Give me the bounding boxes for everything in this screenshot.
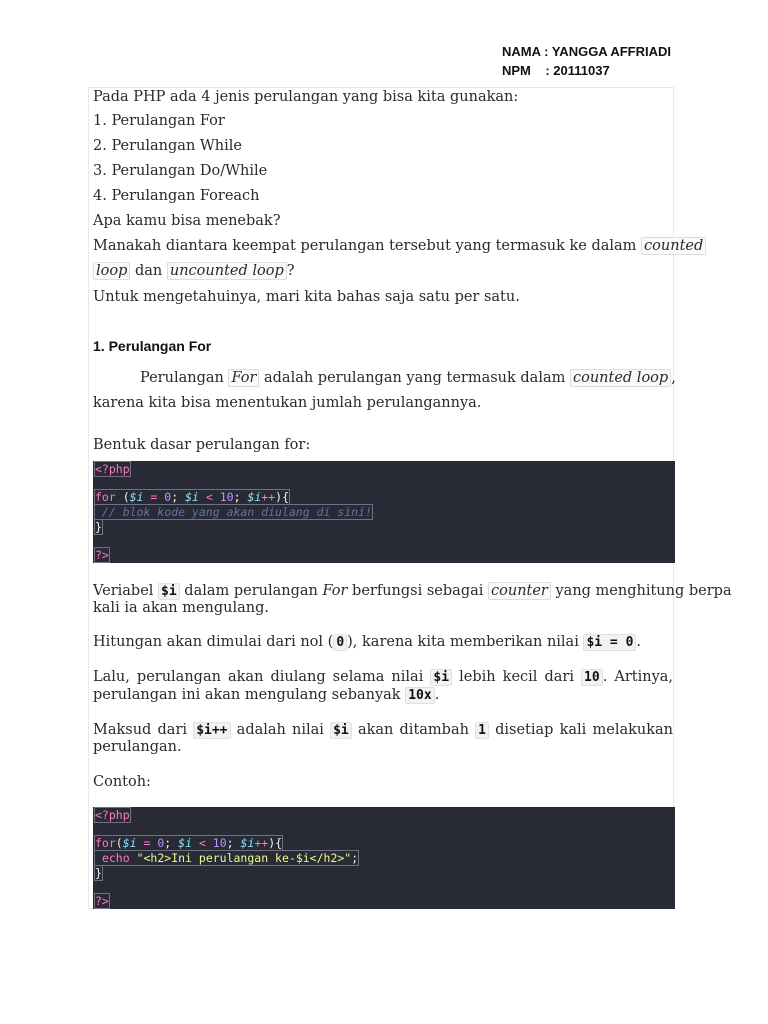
list-item-dowhile: 3. Perulangan Do/While xyxy=(93,163,268,179)
v1-text-d: yang menghitung berpa xyxy=(550,583,732,599)
var-i-2: $i xyxy=(185,490,199,504)
veriabel-line2: kali ia akan mengulang. xyxy=(93,600,270,616)
h1-text-b: ), karena kita memberikan nilai xyxy=(347,634,584,650)
m1-text-a: Maksud dari xyxy=(93,722,188,738)
student-npm: NPM : 20111037 xyxy=(502,63,610,78)
section-1-title: 1. Perulangan For xyxy=(93,338,212,354)
section-1-para-line2: karena kita bisa menentukan jumlah perulangannya. xyxy=(93,395,482,411)
q2-counted: counted xyxy=(641,237,706,255)
q2-dan: dan xyxy=(130,263,167,279)
paren-open-2: ( xyxy=(115,836,123,850)
m1-one: 1 xyxy=(475,722,489,739)
v1-var: $i xyxy=(158,583,180,600)
l2-text-a: perulangan ini akan mengulang sebanyak xyxy=(93,687,406,703)
l1-var: $i xyxy=(430,669,452,686)
code-comment: // blok kode yang akan diulang di sini! xyxy=(95,505,372,519)
p1-comma: , xyxy=(671,370,676,386)
v1-text-a: Veriabel xyxy=(93,583,159,599)
paren-close: ){ xyxy=(275,490,290,504)
num-ten-2: 10 xyxy=(212,836,227,850)
h1-period: . xyxy=(636,634,642,650)
p1-counted-loop: counted loop xyxy=(570,369,671,387)
paren-open: ( xyxy=(115,490,130,504)
h1-zero: 0 xyxy=(333,634,347,651)
var-i-6: $i xyxy=(240,836,255,850)
code-block-basic xyxy=(93,461,675,563)
bentuk-dasar-label: Bentuk dasar perulangan for: xyxy=(93,437,311,453)
intro-closing: Untuk mengetahuinya, mari kita bahas saja satu per satu. xyxy=(93,289,520,305)
semi-2: ; xyxy=(233,490,248,504)
p1-text-a: Perulangan xyxy=(140,370,224,386)
lalu-line2 xyxy=(93,686,439,705)
q2-end: ? xyxy=(286,263,295,279)
maksud-line2: perulangan. xyxy=(93,739,182,755)
lalu-line1 xyxy=(93,668,673,687)
p1-for: For xyxy=(228,369,259,387)
q2-uncounted: uncounted loop xyxy=(167,262,287,280)
op-lt-2: < xyxy=(192,836,213,850)
semi-3: ; xyxy=(164,836,179,850)
echo-keyword: echo xyxy=(101,851,130,865)
l1-text-c: . Artinya, xyxy=(602,669,674,685)
intro-question-2-line1 xyxy=(93,237,704,255)
op-inc-2: ++ xyxy=(254,836,269,850)
num-ten: 10 xyxy=(219,490,234,504)
for-keyword-2: for xyxy=(95,836,116,850)
for-statement-2 xyxy=(95,836,282,850)
v1-text-c: berfungsi sebagai xyxy=(347,583,488,599)
php-close-tag-2: ?> xyxy=(95,894,109,908)
for-statement xyxy=(95,490,289,504)
l2-period: . xyxy=(434,687,440,703)
op-eq-2: = xyxy=(136,836,158,850)
var-i-4: $i xyxy=(122,836,137,850)
op-eq: = xyxy=(143,490,165,504)
intro-question: Apa kamu bisa menebak? xyxy=(93,213,281,229)
intro-lead: Pada PHP ada 4 jenis perulangan yang bisa kita gunakan: xyxy=(93,89,519,105)
semi-4: ; xyxy=(226,836,241,850)
l1-ten: 10 xyxy=(581,669,603,686)
op-inc: ++ xyxy=(261,490,276,504)
num-zero-2: 0 xyxy=(157,836,165,850)
l1-text-a: Lalu, perulangan akan diulang selama nilai xyxy=(93,669,424,685)
var-i-5: $i xyxy=(178,836,193,850)
intro-question-2-line2 xyxy=(93,262,295,280)
m1-text-c: akan ditambah xyxy=(357,722,469,738)
q2-loop: loop xyxy=(93,262,130,280)
list-item-foreach: 4. Perulangan Foreach xyxy=(93,188,260,204)
php-open-tag-2: <?php xyxy=(95,808,130,822)
student-name: NAMA : YANGGA AFFRIADI xyxy=(502,44,671,59)
code-block-example xyxy=(93,807,675,909)
for-keyword: for xyxy=(95,490,116,504)
list-item-while: 2. Perulangan While xyxy=(93,138,242,154)
m1-text-b: adalah nilai xyxy=(236,722,324,738)
l1-text-b: lebih kecil dari xyxy=(459,669,574,685)
semi-1: ; xyxy=(171,490,186,504)
m1-var: $i xyxy=(330,722,352,739)
student-header xyxy=(502,42,671,80)
h1-text-a: Hitungan akan dimulai dari nol ( xyxy=(93,634,334,650)
list-item-for: 1. Perulangan For xyxy=(93,113,225,129)
var-i-1: $i xyxy=(129,490,144,504)
hitungan-line xyxy=(93,633,641,652)
close-brace: } xyxy=(95,520,102,534)
v1-for: For xyxy=(322,583,348,599)
num-zero: 0 xyxy=(164,490,172,504)
php-close-tag: ?> xyxy=(95,548,109,562)
var-i-3: $i xyxy=(247,490,262,504)
q2-text: Manakah diantara keempat perulangan tersebut yang termasuk ke dalam xyxy=(93,238,637,254)
close-brace-2: } xyxy=(95,866,102,880)
op-lt: < xyxy=(198,490,220,504)
v1-text-b: dalam perulangan xyxy=(179,583,323,599)
l2-code: 10x xyxy=(405,687,434,704)
echo-statement xyxy=(95,851,358,865)
p1-text-b: adalah perulangan yang termasuk dalam xyxy=(264,370,566,386)
m1-text-d: disetiap kali melakukan xyxy=(495,722,673,738)
paren-close-2: ){ xyxy=(268,836,283,850)
m1-code: $i++ xyxy=(193,722,230,739)
semi-end: ; xyxy=(351,851,359,865)
v1-counter: counter xyxy=(488,582,551,600)
section-1-para-line1 xyxy=(140,369,676,387)
contoh-label: Contoh: xyxy=(93,774,151,790)
echo-string: "<h2>Ini perulangan ke-$i</h2>" xyxy=(136,851,352,865)
php-open-tag: <?php xyxy=(95,462,130,476)
h1-code: $i = 0 xyxy=(583,634,636,651)
